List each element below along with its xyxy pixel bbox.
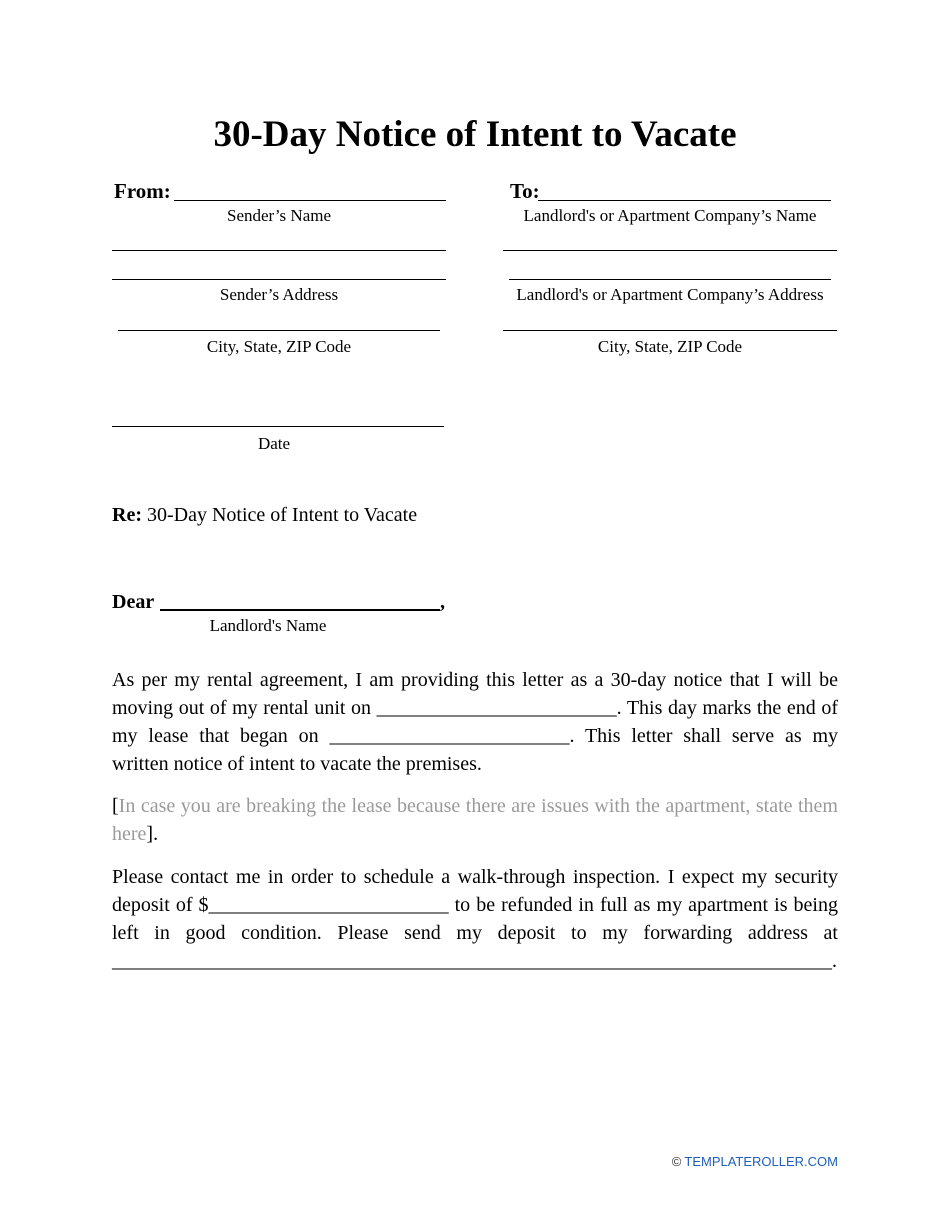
- serve-as-text: . This letter shall serve as my: [569, 725, 838, 747]
- paragraph-deposit: [112, 863, 838, 975]
- forwarding-address-blank[interactable]: ________________________________________________________________________: [112, 950, 832, 972]
- deposit-text: deposit of $: [112, 894, 209, 916]
- sender-name-caption: Sender’s Name: [226, 206, 332, 225]
- lease-began-text: my lease that began on: [112, 725, 319, 747]
- paragraph-issues-line-2: [112, 820, 838, 848]
- sender-name-line[interactable]: [174, 200, 446, 201]
- date-caption: Date: [257, 434, 291, 453]
- date-line[interactable]: [112, 426, 444, 427]
- paragraph-notice-line-4: written notice of intent to vacate the premises.: [112, 753, 482, 775]
- re-text: 30-Day Notice of Intent to Vacate: [146, 504, 418, 526]
- deposit-amount-blank[interactable]: ________________________: [208, 894, 449, 916]
- end-of-lease-text: . This day marks the end of: [616, 697, 839, 719]
- issues-placeholder-text-end[interactable]: here: [112, 823, 147, 845]
- sender-address-line-2[interactable]: [112, 279, 446, 280]
- sender-city-caption: City, State, ZIP Code: [206, 337, 352, 356]
- paragraph-notice-line-2: [112, 694, 838, 722]
- landlord-name-line[interactable]: [538, 200, 831, 201]
- salutation-caption: Landlord's Name: [209, 616, 327, 635]
- landlord-address-line-1[interactable]: [503, 250, 837, 251]
- to-label: To:: [510, 179, 540, 203]
- sender-city-line[interactable]: [118, 330, 440, 331]
- paragraph-notice: [112, 666, 838, 778]
- paragraph-deposit-line-3: left in good condition. Please send my deposit to my forwarding address at: [112, 922, 838, 944]
- paragraph-deposit-line-1: Please contact me in order to schedule a walk-through inspection. I expect my security: [112, 866, 838, 888]
- paragraph-deposit-line-4: [112, 947, 838, 975]
- landlord-city-caption: City, State, ZIP Code: [597, 337, 743, 356]
- paragraph-notice-line-1: As per my rental agreement, I am providing this letter as a 30-day notice that I will be: [112, 669, 838, 691]
- document-title: 30-Day Notice of Intent to Vacate: [213, 114, 737, 155]
- sender-address-line-1[interactable]: [112, 250, 446, 251]
- from-label: From:: [114, 179, 171, 203]
- salutation-comma: ,: [440, 591, 445, 613]
- salutation-label: Dear: [112, 591, 155, 613]
- close-bracket: ].: [146, 823, 159, 845]
- move-out-date-blank[interactable]: ________________________: [376, 697, 617, 719]
- refund-text: to be refunded in full as my apartment is being: [448, 894, 838, 916]
- salutation-name-line[interactable]: [160, 609, 440, 611]
- lease-start-date-blank[interactable]: ________________________: [329, 725, 570, 747]
- re-label: Re:: [112, 504, 142, 526]
- landlord-address-line-2[interactable]: [509, 279, 831, 280]
- paragraph-issues-line-1: [112, 792, 838, 820]
- landlord-address-caption: Landlord's or Apartment Company’s Address: [516, 285, 824, 304]
- re-line: [112, 502, 417, 528]
- move-out-text: moving out of my rental unit on: [112, 697, 372, 719]
- sender-address-caption: Sender’s Address: [219, 285, 339, 304]
- open-bracket: [: [112, 795, 119, 817]
- footer-brand[interactable]: [672, 1154, 838, 1170]
- forwarding-period: .: [832, 950, 837, 972]
- landlord-city-line[interactable]: [503, 330, 837, 331]
- paragraph-notice-line-3: [112, 722, 838, 750]
- copyright-symbol: ©: [671, 1154, 682, 1169]
- paragraph-issues: [112, 792, 838, 848]
- landlord-name-caption: Landlord's or Apartment Company’s Name: [523, 206, 817, 225]
- paragraph-deposit-line-2: [112, 891, 838, 919]
- issues-placeholder-text[interactable]: In case you are breaking the lease because there are issues with the apartment, state them: [118, 795, 838, 817]
- brand-link[interactable]: TEMPLATEROLLER.COM: [684, 1154, 838, 1169]
